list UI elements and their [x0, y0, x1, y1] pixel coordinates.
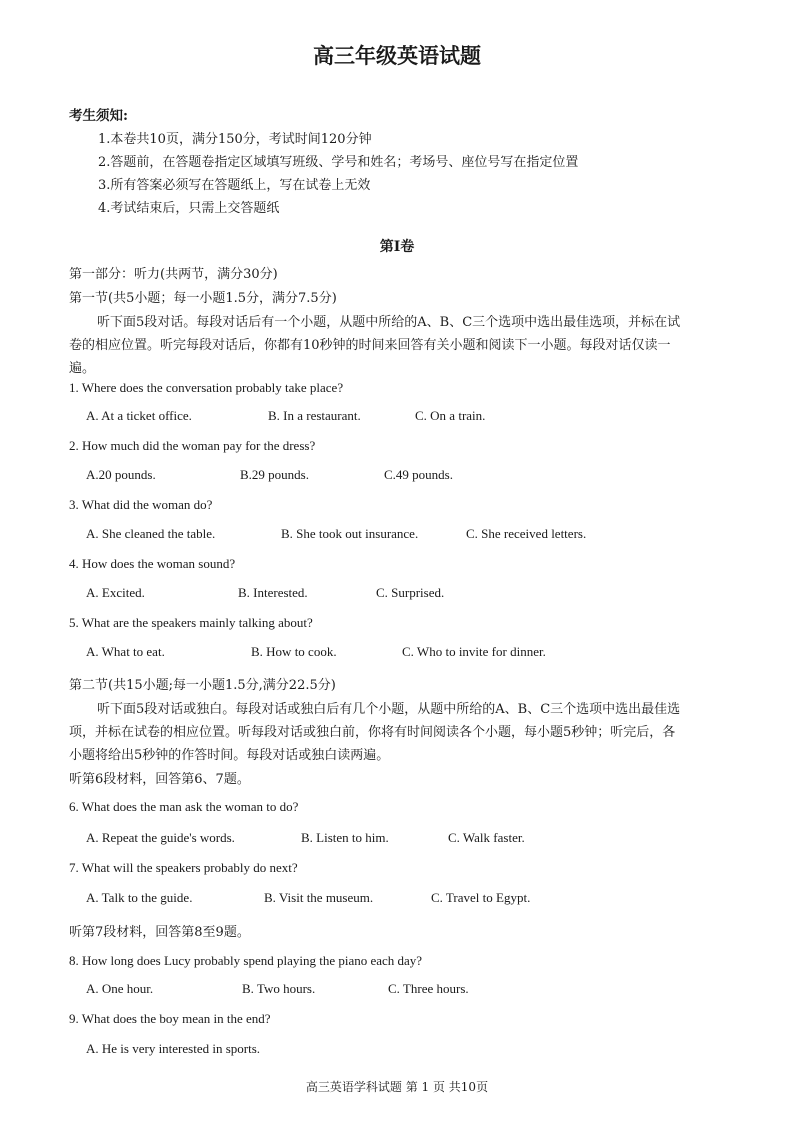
option-b: B.29 pounds. [240, 467, 309, 482]
notice-item: 2.答题前，在答题卷指定区域填写班级、学号和姓名；考场号、座位号写在指定位置 [98, 155, 579, 170]
question-stem: 3. What did the woman do? [69, 497, 213, 512]
question-stem: 9. What does the boy mean in the end? [69, 1011, 271, 1026]
question-stem: 2. How much did the woman pay for the dress? [69, 438, 316, 453]
option-b: B. Visit the museum. [264, 890, 374, 905]
option-a: A. At a ticket office. [86, 408, 192, 423]
option-a: A. What to eat. [86, 644, 165, 659]
option-c: C. Three hours. [388, 981, 469, 996]
option-c: C. Who to invite for dinner. [402, 644, 546, 659]
sec1-instructions: 遍。 [69, 361, 96, 376]
sec2-heading: 第二节(共15小题;每一小题1.5分,满分22.5分) [69, 678, 336, 693]
sec1-instructions: 卷的相应位置。听完每段对话后，你都有10秒钟的时间来回答有关小题和阅读下一小题。每段对话仅读一 [69, 338, 671, 353]
question-stem: 5. What are the speakers mainly talking about? [69, 615, 313, 630]
sec1-heading: 第一节(共5小题；每一小题1.5分，满分7.5分) [69, 291, 337, 306]
option-a: A. One hour. [86, 981, 154, 996]
notice-item: 3.所有答案必须写在答题纸上，写在试卷上无效 [98, 178, 371, 193]
question-stem: 4. How does the woman sound? [69, 556, 236, 571]
material-note: 听第6段材料，回答第6、7题。 [69, 772, 250, 787]
option-a: A. Repeat the guide's words. [86, 830, 235, 845]
notice-item: 1.本卷共10页，满分150分，考试时间120分钟 [98, 132, 372, 147]
question-stem: 7. What will the speakers probably do next? [69, 860, 298, 875]
option-b: B. Two hours. [242, 981, 316, 996]
sec2-instructions: 项，并标在试卷的相应位置。听每段对话或独白前，你将有时间阅读各个小题，每小题5秒钟；听完后，各 [69, 725, 676, 740]
sec2-instructions: 听下面5段对话或独白。每段对话或独白后有几个小题，从题中所给的A、B、C三个选项中选出最佳选 [97, 702, 681, 717]
notice-heading: 考生须知: [69, 108, 128, 124]
option-c: C. On a train. [415, 408, 486, 423]
question-stem: 6. What does the man ask the woman to do? [69, 799, 299, 814]
option-a: A. She cleaned the table. [86, 526, 216, 541]
option-c: C. Surprised. [376, 585, 445, 600]
option-b: B. She took out insurance. [281, 526, 419, 541]
option-b: B. In a restaurant. [268, 408, 361, 423]
question-stem: 1. Where does the conversation probably take place? [69, 380, 344, 395]
option-b: B. How to cook. [251, 644, 337, 659]
page-title: 高三年级英语试题 [313, 43, 481, 68]
part1-heading: 第一部分：听力(共两节，满分30分) [69, 267, 278, 282]
sec1-instructions: 听下面5段对话。每段对话后有一个小题，从题中所给的A、B、C三个选项中选出最佳选项，并标在试 [97, 315, 681, 330]
option-c: C. Walk faster. [448, 830, 525, 845]
section-title: 第I卷 [379, 239, 415, 255]
question-stem: 8. How long does Lucy probably spend playing the piano each day? [69, 953, 423, 968]
page-footer: 高三英语学科试题 第 1 页 共10页 [305, 1080, 489, 1094]
option-c: C. She received letters. [466, 526, 587, 541]
sec2-instructions: 小题将给出5秒钟的作答时间。每段对话或独白读两遍。 [69, 748, 390, 763]
option-c: C.49 pounds. [384, 467, 453, 482]
option-a: A. Excited. [86, 585, 145, 600]
option-a: A. He is very interested in sports. [86, 1041, 261, 1056]
option-a: A. Talk to the guide. [86, 890, 193, 905]
option-b: B. Listen to him. [301, 830, 389, 845]
material-note: 听第7段材料，回答第8至9题。 [69, 925, 250, 940]
option-c: C. Travel to Egypt. [431, 890, 531, 905]
notice-item: 4.考试结束后，只需上交答题纸 [98, 201, 280, 216]
option-a: A.20 pounds. [86, 467, 156, 482]
option-b: B. Interested. [238, 585, 308, 600]
